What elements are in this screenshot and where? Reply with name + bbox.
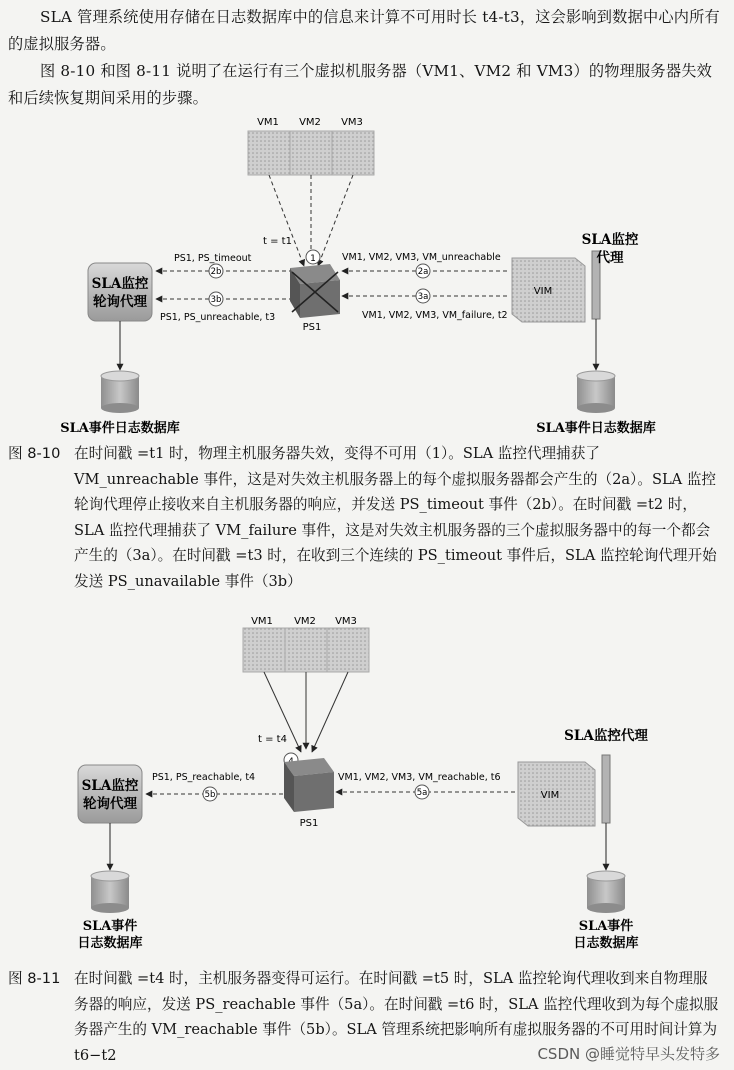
vm2-box [290, 131, 332, 175]
time-label: t = t1 [263, 236, 292, 247]
right-db-label-2-line1: SLA事件 [578, 919, 634, 934]
step-2b: 2b [210, 267, 222, 277]
vim-label-2: VIM [540, 790, 560, 801]
left-db-label: SLA事件日志数据库 [60, 421, 180, 436]
caption-8-11-text: 在时间戳 =t4 时，主机服务器变得可运行。在时间戳 =t5 时，SLA 监控轮询代理收到来自物理服务器的响应，发送 PS_reachable 事件（5a）。在时间戳 =t6 时，SLA 监控代理收到为每个虚拟服务器产生的 VM_reachable 事件（5b）。SLA 管理系统把影响所有虚拟服务器的不可用时间计算为 t6−t2 [74, 970, 719, 1064]
sla-agent-title-line1: SLA监控 [581, 232, 639, 248]
vm1-box [248, 131, 290, 175]
svg-text:轮询代理: 轮询代理 [83, 796, 137, 812]
step-3b: 3b [210, 295, 222, 305]
step-2a: 2a [417, 267, 429, 277]
intro-paragraph-2: 图 8-10 和图 8-11 说明了在运行有三个虚拟机服务器（VM1、VM2 和 VM3）的物理服务器失效和后续恢复期间采用的步骤。 [8, 62, 712, 107]
sla-agent-title-line2: 代理 [596, 250, 624, 266]
vm2-label-2: VM2 [294, 616, 316, 627]
ps1-label: PS1 [302, 322, 322, 333]
step-1: 1 [310, 254, 316, 264]
vm3-label-2: VM3 [335, 616, 357, 627]
right-db-label-2-line2: 日志数据库 [573, 936, 639, 951]
ps1-label-2: PS1 [299, 818, 319, 829]
vm3-box [332, 131, 374, 175]
csdn-watermark: CSDN @睡觉特早头发特多 [537, 1045, 720, 1063]
msg-5a: VM1, VM2, VM3, VM_reachable, t6 [338, 772, 501, 783]
intro-paragraph-1: SLA 管理系统使用存储在日志数据库中的信息来计算不可用时长 t4-t3，这会影响到数据中心内所有的虚拟服务器。 [8, 8, 720, 53]
right-db-label: SLA事件日志数据库 [536, 421, 656, 436]
msg-5b: PS1, PS_reachable, t4 [152, 772, 256, 783]
step-3a: 3a [417, 292, 429, 302]
sla-polling-agent-line2: 轮询代理 [93, 294, 147, 310]
time-label-2: t = t4 [258, 734, 287, 745]
caption-8-10-text: 在时间戳 =t1 时，物理主机服务器失效，变得不可用（1）。SLA 监控代理捕获了 VM_unreachable 事件，这是对失效主机服务器上的每个虚拟服务器都会产生的（2a）。SLA 监控轮询代理停止接收来自主机服务器的响应，并发送 PS_timeout 事件（2b）。在时间戳 =t2 时，SLA 监控代理捕获了 VM_failure 事件，这是对失效主机服务器的三个虚拟服务器中的每一个都会产生的（3a）。在时间戳 =t3 时，在收到三个连续的 PS_timeout 事件后，SLA 监控轮询代理开始发送 PS_unavailable 事件（3b） [74, 445, 717, 590]
vm1-label: VM1 [257, 117, 279, 128]
right-db-cylinder [577, 371, 615, 413]
svg-text:SLA监控: SLA监控 [81, 778, 139, 794]
sla-agent-title-2: SLA监控代理 [564, 728, 648, 744]
sla-polling-agent-box-2 [78, 765, 142, 823]
msg-2b: PS1, PS_timeout [174, 253, 252, 264]
ps1-server [290, 264, 340, 318]
msg-2a: VM1, VM2, VM3, VM_unreachable [342, 252, 501, 263]
vim-label: VIM [533, 286, 553, 297]
vm1-label-2: VM1 [251, 616, 273, 627]
msg-3b: PS1, PS_unreachable, t3 [160, 312, 276, 323]
left-db-label-2-line2: 日志数据库 [77, 936, 143, 951]
vm-boxes-2 [243, 616, 369, 672]
step-5a: 5a [416, 788, 428, 798]
vm-boxes [248, 117, 374, 175]
figure-8-11 [0, 612, 734, 962]
vm3-label: VM3 [341, 117, 363, 128]
sla-polling-agent-line1: SLA监控 [91, 276, 149, 292]
left-db-label-2-line1: SLA事件 [82, 919, 138, 934]
left-db-cylinder-2 [91, 871, 129, 913]
ps1-server-2 [284, 758, 334, 812]
vim-box [512, 251, 600, 322]
figure-8-10 [0, 108, 734, 438]
caption-8-10-number: 图 8-10 [8, 445, 61, 462]
right-db-cylinder-2 [587, 871, 625, 913]
left-db-cylinder [101, 371, 139, 413]
sla-polling-agent-box [88, 263, 152, 321]
msg-3a: VM1, VM2, VM3, VM_failure, t2 [362, 310, 508, 321]
step-5b: 5b [204, 790, 216, 800]
vim-box-2 [518, 755, 610, 826]
vm2-label: VM2 [299, 117, 321, 128]
caption-8-10 [8, 441, 720, 594]
caption-8-11-number: 图 8-11 [8, 970, 61, 987]
